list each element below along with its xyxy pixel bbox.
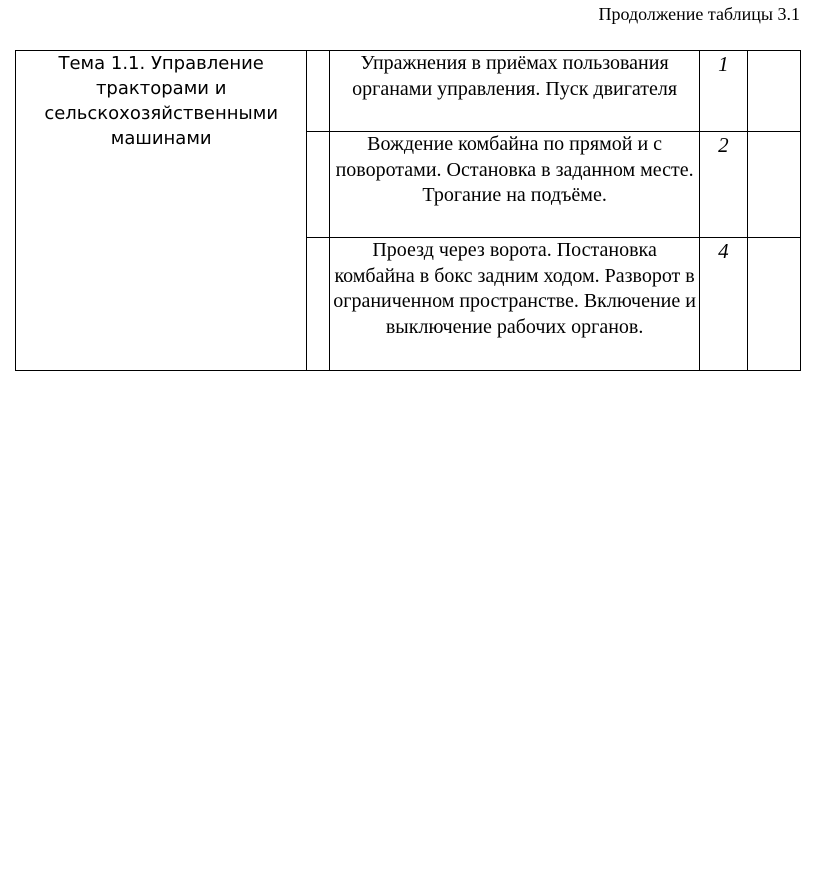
exercise-description: Вождение комбайна по прямой и с поворотами. Остановка в заданном месте. Трогание на подъёме. bbox=[330, 132, 699, 238]
empty-cell bbox=[307, 238, 330, 371]
empty-cell bbox=[747, 132, 800, 238]
empty-cell bbox=[307, 51, 330, 132]
empty-cell bbox=[747, 238, 800, 371]
table-row bbox=[16, 51, 801, 132]
exercise-description: Проезд через ворота. Постановка комбайна в бокс задним ходом. Разворот в ограниченном пространстве. Включение и выключение рабочих органов. bbox=[330, 238, 699, 371]
hours-cell: 1 bbox=[699, 51, 747, 132]
empty-cell bbox=[747, 51, 800, 132]
exercise-description: Упражнения в приёмах пользования органами управления. Пуск двигателя bbox=[330, 51, 699, 132]
empty-cell bbox=[307, 132, 330, 238]
table-continuation-caption: Продолжение таблицы 3.1 bbox=[598, 4, 800, 24]
hours-cell: 4 bbox=[699, 238, 747, 371]
topic-cell: Тема 1.1. Управление тракторами и сельскохозяйственными машинами bbox=[16, 51, 307, 371]
hours-cell: 2 bbox=[699, 132, 747, 238]
curriculum-table bbox=[15, 50, 801, 371]
